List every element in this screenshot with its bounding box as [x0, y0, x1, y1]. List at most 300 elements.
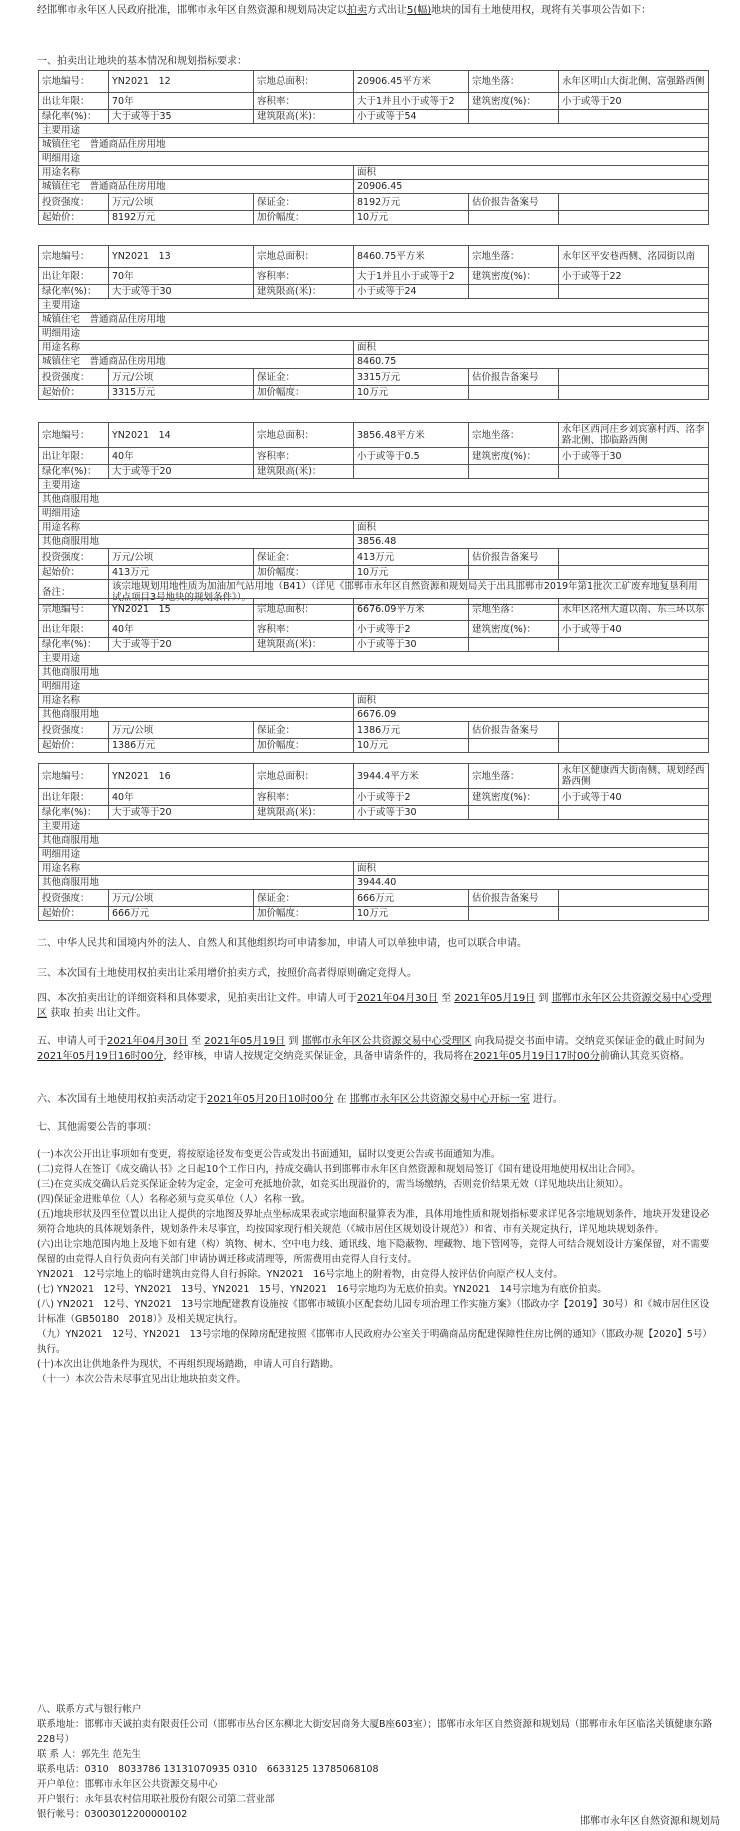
table-row — [39, 694, 709, 708]
table-cell: 万元/公顷 — [109, 890, 254, 907]
table-row — [39, 806, 709, 820]
table-cell: 宗地坐落： — [469, 246, 559, 268]
intro-text: 方式出让 — [367, 5, 407, 16]
table-cell: 明细用途 — [39, 848, 709, 862]
table-cell: 10万元 — [354, 211, 469, 225]
text: 六、本次国有土地使用权拍卖活动定于 — [37, 1094, 207, 1105]
table-cell: 主要用途 — [39, 299, 709, 313]
table-cell: 保证金： — [254, 722, 354, 739]
table-cell: 小于或等于54 — [354, 110, 469, 124]
table-cell — [559, 739, 709, 753]
plot-table — [38, 245, 709, 400]
table-cell: 3856.48 — [354, 535, 709, 549]
text: 到 — [288, 1036, 299, 1047]
table-cell: 永年区平安巷西侧、洺园街以南 — [559, 246, 709, 268]
table-cell: 城镇住宅 普通商品住房用地 — [39, 180, 354, 194]
table-row — [39, 848, 709, 862]
table-cell — [469, 638, 559, 652]
table-cell: 投资强度： — [39, 194, 109, 211]
table-cell: 主要用途 — [39, 652, 709, 666]
signature: 邯郸市永年区自然资源和规划局 — [580, 1816, 720, 1827]
table-cell: 大于或等于20 — [109, 638, 254, 652]
table-cell: 1386万元 — [354, 722, 469, 739]
table-row — [39, 479, 709, 493]
table-cell: 绿化率(%)： — [39, 110, 109, 124]
note-item: (五)地块形状及四至位置以出让人提供的宗地图及界址点坐标成果表或宗地面积量算表为准，具体用地性质和规划指标要求详见各宗地规划条件，地块开发建设必须符合地块的具体规划条件，规划条件未尽事宜，均按国家现行相关规范（《城市居住区规划设计规范》）和省、市有关规定执行，详见地块规划条件。 — [37, 1209, 710, 1235]
text: 至 — [191, 1036, 202, 1047]
table-cell: 明细用途 — [39, 327, 709, 341]
table-cell: 永年区西河庄乡刘宾寨村西、洺李路北侧、邯临路西侧 — [559, 423, 709, 448]
table-cell — [559, 369, 709, 386]
table-row — [39, 285, 709, 299]
table-row — [39, 549, 709, 566]
table-row — [39, 124, 709, 138]
table-cell: 投资强度： — [39, 549, 109, 566]
section-7-title: 七、其他需要公告的事项： — [37, 1122, 157, 1133]
table-cell: YN2021 12 — [109, 71, 254, 93]
table-cell — [559, 638, 709, 652]
table-cell: 建筑限高(米)： — [254, 465, 354, 479]
table-row — [39, 739, 709, 753]
table-cell: 8460.75 — [354, 355, 709, 369]
table-cell: 出让年限： — [39, 789, 109, 806]
table-cell: 10万元 — [354, 386, 469, 400]
table-row — [39, 369, 709, 386]
text: 前确认其竞买资格。 — [599, 1051, 690, 1062]
table-cell: 加价幅度： — [254, 566, 354, 580]
table-cell: 6676.09平方米 — [354, 599, 469, 621]
table-cell: 面积 — [354, 521, 709, 535]
table-cell — [559, 194, 709, 211]
table-cell: 70年 — [109, 268, 254, 285]
table-cell: 666万元 — [109, 907, 254, 921]
table-cell: 用途名称 — [39, 694, 354, 708]
table-cell: 宗地总面积： — [254, 246, 354, 268]
table-row — [39, 327, 709, 341]
remark-label: 备注： — [39, 580, 109, 605]
note-item: YN2021 12号宗地上的临时建筑由竞得人自行拆除。YN2021 16号宗地上的附着物，由竞得人按评估价向原产权人支付。 — [37, 1269, 563, 1280]
table-cell — [469, 739, 559, 753]
table-cell: 大于1并且小于或等于2 — [354, 268, 469, 285]
note-item: （十一）本次公告未尽事宜见出让地块拍卖文件。 — [37, 1374, 247, 1385]
table-row — [39, 820, 709, 834]
section-4 — [37, 991, 717, 1021]
table-row — [39, 152, 709, 166]
table-cell: 小于或等于30 — [559, 448, 709, 465]
table-cell: 永年区健康西大街南侧、规划经西路西侧 — [559, 764, 709, 789]
account-number: 银行帐号：03003012200000102 — [37, 1809, 188, 1820]
table-cell: 城镇住宅 普通商品住房用地 — [39, 138, 709, 152]
table-cell — [559, 110, 709, 124]
table-row — [39, 493, 709, 507]
table-cell: 70年 — [109, 93, 254, 110]
auction-method: 拍卖 — [347, 5, 367, 16]
table-cell: 6676.09 — [354, 708, 709, 722]
table-cell: 宗地总面积： — [254, 71, 354, 93]
text: ，经审核，申请人按规定交纳竞买保证金，具备申请条件的，我局将在 — [163, 1051, 474, 1062]
table-cell: 起始价： — [39, 386, 109, 400]
date: 2021年04月30日 — [357, 993, 438, 1004]
table-cell — [559, 386, 709, 400]
table-row — [39, 299, 709, 313]
table-cell: 3315万元 — [354, 369, 469, 386]
table-cell — [559, 806, 709, 820]
table-cell — [469, 110, 559, 124]
table-cell — [559, 465, 709, 479]
table-cell: 1386万元 — [109, 739, 254, 753]
table-cell: 小于或等于22 — [559, 268, 709, 285]
table-row — [39, 890, 709, 907]
table-cell: 绿化率(%)： — [39, 285, 109, 299]
table-row — [39, 876, 709, 890]
table-cell: 估价报告备案号 — [469, 722, 559, 739]
section-5 — [37, 1034, 717, 1064]
table-cell: 主要用途 — [39, 479, 709, 493]
section-2: 二、中华人民共和国境内外的法人、自然人和其他组织均可申请参加，申请人可以单独申请，也可以联合申请。 — [37, 938, 527, 949]
table-cell: 建筑密度(%)： — [469, 448, 559, 465]
table-cell: 明细用途 — [39, 507, 709, 521]
table-cell: 其他商服用地 — [39, 493, 709, 507]
table-cell: 面积 — [354, 862, 709, 876]
table-cell: 用途名称 — [39, 166, 354, 180]
note-item: (六)出让宗地范围内地上及地下如有建（构）筑物、树木、空中电力线、通讯线、地下隐蔽物、埋藏物、地下管网等，竞得人可结合规划设计方案保留，对不需要保留的由竞得人自行负责向有关部门申请协调迁移或清理等，所需费用由竞得人自行支付。 — [37, 1239, 710, 1265]
table-cell: 建筑限高(米)： — [254, 110, 354, 124]
table-cell: 其他商服用地 — [39, 535, 354, 549]
table-row — [39, 708, 709, 722]
table-cell — [469, 465, 559, 479]
table-cell: 保证金： — [254, 549, 354, 566]
table-row — [39, 194, 709, 211]
table-cell: 出让年限： — [39, 448, 109, 465]
table-cell — [559, 566, 709, 580]
note-item: (一)本次公开出让事项如有变更，将按原途径发布变更公告或发出书面通知，届时以变更公告或书面通知为准。 — [37, 1149, 501, 1160]
table-cell: 其他商服用地 — [39, 876, 354, 890]
contact-address: 联系地址：邯郸市天诚拍卖有限责任公司（邯郸市丛台区东柳北大街安居商务大厦B座603室）；邯郸市永年区自然资源和规划局（邯郸市永年区临洺关镇健康东路228号） — [37, 1719, 713, 1745]
table-cell: 保证金： — [254, 369, 354, 386]
table-cell: 用途名称 — [39, 521, 354, 535]
table-cell: 3944.40 — [354, 876, 709, 890]
plot-count: 5(幅) — [407, 5, 432, 16]
date: 2021年05月19日 — [204, 1036, 286, 1047]
table-cell: 主要用途 — [39, 820, 709, 834]
table-cell: 宗地坐落： — [469, 423, 559, 448]
table-cell: 城镇住宅 普通商品住房用地 — [39, 355, 354, 369]
table-cell: 3315万元 — [109, 386, 254, 400]
table-cell: 建筑限高(米)： — [254, 638, 354, 652]
table-cell: 起始价： — [39, 566, 109, 580]
table-cell — [469, 386, 559, 400]
account-bank: 开户银行：永年县农村信用联社股份有限公司第二营业部 — [37, 1794, 275, 1805]
table-cell: 建筑密度(%)： — [469, 268, 559, 285]
table-row — [39, 507, 709, 521]
table-cell: 宗地编号： — [39, 599, 109, 621]
contact-person: 联 系 人：郭先生 范先生 — [37, 1749, 142, 1760]
date: 2021年04月30日 — [107, 1036, 188, 1047]
account-unit: 开户单位：邯郸市永年区公共资源交易中心 — [37, 1779, 218, 1790]
text: 进行。 — [532, 1094, 563, 1105]
table-cell: 413万元 — [109, 566, 254, 580]
table-cell: 小于或等于30 — [354, 638, 469, 652]
table-cell: 容积率： — [254, 268, 354, 285]
table-cell: 容积率： — [254, 789, 354, 806]
table-cell: 宗地坐落： — [469, 71, 559, 93]
table-cell: 大于或等于20 — [109, 806, 254, 820]
section-8-title: 八、联系方式与银行帐户 — [37, 1704, 142, 1715]
table-cell: 宗地编号： — [39, 246, 109, 268]
note-item: (八) YN2021 12号、YN2021 13号宗地配建教育设施按《邯郸市城镇小区配套幼儿园专项治理工作实施方案》（邯政办字【2019】30号）和《城市居住区设计标准（GB50180 2018）》及相关规定执行。 — [37, 1299, 710, 1325]
table-cell: 3856.48平方米 — [354, 423, 469, 448]
table-cell: 加价幅度： — [254, 211, 354, 225]
table-row — [39, 465, 709, 479]
table-cell: 加价幅度： — [254, 907, 354, 921]
table-row — [39, 110, 709, 124]
table-cell: 8192万元 — [109, 211, 254, 225]
table-cell: 万元/公顷 — [109, 194, 254, 211]
notes-list — [37, 1147, 717, 1387]
table-cell: 其他商服用地 — [39, 666, 709, 680]
table-cell: 小于或等于0.5 — [354, 448, 469, 465]
plot-table — [38, 598, 709, 753]
table-row — [39, 834, 709, 848]
table-row — [39, 862, 709, 876]
date: 2021年05月20日10时00分 — [207, 1094, 334, 1105]
table-cell: 加价幅度： — [254, 739, 354, 753]
table-row — [39, 448, 709, 465]
table-cell — [469, 211, 559, 225]
table-cell — [559, 211, 709, 225]
table-cell: 估价报告备案号 — [469, 549, 559, 566]
table-row — [39, 599, 709, 621]
table-cell: 小于或等于40 — [559, 789, 709, 806]
table-row — [39, 386, 709, 400]
table-cell: 20906.45 — [354, 180, 709, 194]
remark-text: 该宗地规划用地性质为加油加气站用地（B41）（详见《邯郸市永年区自然资源和规划局关于出具邯郸市2019年第1批次工矿废弃地复垦利用试点项目3号地块的规划条件》）。 — [109, 580, 709, 605]
table-cell: 宗地总面积： — [254, 423, 354, 448]
table-cell: 宗地编号： — [39, 764, 109, 789]
text: 五、申请人可于 — [37, 1036, 107, 1047]
table-cell: 投资强度： — [39, 890, 109, 907]
table-cell: 绿化率(%)： — [39, 806, 109, 820]
table-cell: 用途名称 — [39, 862, 354, 876]
table-cell: 加价幅度： — [254, 386, 354, 400]
table-cell: 出让年限： — [39, 93, 109, 110]
table-cell: 宗地编号： — [39, 423, 109, 448]
table-cell: 建筑限高(米)： — [254, 285, 354, 299]
table-cell: 建筑限高(米)： — [254, 806, 354, 820]
place: 邯郸市永年区公共资源交易中心受理区 — [301, 1036, 472, 1047]
table-cell: 宗地总面积： — [254, 599, 354, 621]
table-cell — [469, 285, 559, 299]
table-row — [39, 680, 709, 694]
table-cell — [559, 722, 709, 739]
table-cell: 小于或等于2 — [354, 789, 469, 806]
intro-text: 经邯郸市永年区人民政府批准，邯郸市永年区自然资源和规划局决定以 — [37, 5, 347, 16]
text: 至 — [441, 993, 452, 1004]
table-cell: 40年 — [109, 621, 254, 638]
text: 到 — [538, 993, 549, 1004]
table-cell: 10万元 — [354, 907, 469, 921]
note-item: (三)在竞买成交确认后竞买保证金转为定金，定金可充抵地价款，如竞买出现溢价的，需当场缴纳，否则竞价结果无效（详见地块出让须知）。 — [37, 1179, 629, 1190]
table-row — [39, 764, 709, 789]
table-row — [39, 180, 709, 194]
table-row — [39, 521, 709, 535]
table-row — [39, 341, 709, 355]
table-row — [39, 211, 709, 225]
table-row — [39, 789, 709, 806]
table-cell: 小于或等于24 — [354, 285, 469, 299]
table-cell: 绿化率(%)： — [39, 465, 109, 479]
place: 邯郸市永年区公共资源交易中心开标一室 — [349, 1094, 530, 1105]
table-cell: 建筑密度(%)： — [469, 621, 559, 638]
text: 四、本次拍卖出让的详细资料和具体要求，见拍卖出让文件。申请人可于 — [37, 993, 357, 1004]
table-cell: 小于或等于20 — [559, 93, 709, 110]
table-cell: 3944.4平方米 — [354, 764, 469, 789]
note-item: (二)竞得人在签订《成交确认书》之日起10个工作日内，持成交确认书到邯郸市永年区自然资源和规划局签订《国有建设用地使用权出让合同》。 — [37, 1164, 641, 1175]
plot-table — [38, 422, 709, 605]
table-cell: 估价报告备案号 — [469, 194, 559, 211]
table-cell: 8192万元 — [354, 194, 469, 211]
table-row — [39, 268, 709, 285]
table-cell: 宗地坐落： — [469, 764, 559, 789]
table-cell: 宗地坐落： — [469, 599, 559, 621]
table-cell — [469, 566, 559, 580]
table-cell: 明细用途 — [39, 152, 709, 166]
table-cell: 估价报告备案号 — [469, 890, 559, 907]
table-row — [39, 621, 709, 638]
text: 向我局提交书面申请。交纳竞买保证金的截止时间为 — [474, 1036, 705, 1047]
section-6 — [37, 1092, 717, 1107]
date: 2021年05月19日17时00分 — [473, 1051, 600, 1062]
note-item: (四)保证金进账单位（人）名称必须与竞买单位（人）名称一致。 — [37, 1194, 311, 1205]
table-cell: 建筑密度(%)： — [469, 789, 559, 806]
table-cell: 永年区洺州大道以南、东三环以东 — [559, 599, 709, 621]
table-row — [39, 355, 709, 369]
table-cell: 永年区明山大街北侧、富强路西侧 — [559, 71, 709, 93]
table-cell — [559, 890, 709, 907]
table-cell: 保证金： — [254, 890, 354, 907]
table-cell — [559, 907, 709, 921]
table-cell: 大于或等于35 — [109, 110, 254, 124]
table-cell: 估价报告备案号 — [469, 369, 559, 386]
table-cell — [469, 907, 559, 921]
table-cell — [469, 806, 559, 820]
plot-table — [38, 70, 709, 225]
table-cell: 其他商服用地 — [39, 834, 709, 848]
table-row — [39, 652, 709, 666]
table-cell: 容积率： — [254, 93, 354, 110]
table-cell — [559, 285, 709, 299]
table-cell: 面积 — [354, 341, 709, 355]
table-cell: 10万元 — [354, 566, 469, 580]
table-cell — [354, 465, 469, 479]
table-cell: 出让年限： — [39, 268, 109, 285]
table-cell: 万元/公顷 — [109, 722, 254, 739]
table-cell: YN2021 14 — [109, 423, 254, 448]
table-cell: 413万元 — [354, 549, 469, 566]
table-cell: 容积率： — [254, 448, 354, 465]
table-row — [39, 93, 709, 110]
table-row — [39, 313, 709, 327]
table-cell: 宗地编号： — [39, 71, 109, 93]
note-item: (七) YN2021 12号、YN2021 13号、YN2021 15号、YN2021 16号宗地均为无底价拍卖。YN2021 14号宗地为有底价拍卖。 — [37, 1284, 607, 1295]
table-cell — [559, 549, 709, 566]
table-row — [39, 423, 709, 448]
table-cell: 起始价： — [39, 907, 109, 921]
table-cell: 面积 — [354, 166, 709, 180]
table-cell: 大于1并且小于或等于2 — [354, 93, 469, 110]
date: 2021年05月19日 — [454, 993, 536, 1004]
text: 获取 拍卖 出让文件。 — [50, 1008, 147, 1019]
table-cell: 20906.45平方米 — [354, 71, 469, 93]
table-cell: 大于或等于20 — [109, 465, 254, 479]
plot-table — [38, 763, 709, 921]
table-cell: 小于或等于30 — [354, 806, 469, 820]
table-cell: 出让年限： — [39, 621, 109, 638]
table-cell: 建筑密度(%)： — [469, 93, 559, 110]
table-cell: 小于或等于40 — [559, 621, 709, 638]
intro-text: 地块的国有土地使用权，现将有关事项公告如下： — [431, 5, 652, 16]
table-cell: 保证金： — [254, 194, 354, 211]
table-cell: 投资强度： — [39, 722, 109, 739]
section-3: 三、本次国有土地使用权拍卖出让采用增价拍卖方式，按照价高者得原则确定竞得人。 — [37, 968, 417, 979]
table-row — [39, 71, 709, 93]
table-row — [39, 907, 709, 921]
table-row — [39, 246, 709, 268]
table-cell: YN2021 16 — [109, 764, 254, 789]
table-cell: 绿化率(%)： — [39, 638, 109, 652]
table-cell: 宗地总面积： — [254, 764, 354, 789]
table-cell: 起始价： — [39, 211, 109, 225]
table-cell: 666万元 — [354, 890, 469, 907]
contact-phone: 联系电话：0310 8033786 13131070935 0310 6633125 13785068108 — [37, 1764, 379, 1775]
table-cell: 大于或等于30 — [109, 285, 254, 299]
table-row — [39, 566, 709, 580]
table-cell: YN2021 15 — [109, 599, 254, 621]
table-row — [39, 138, 709, 152]
table-row — [39, 722, 709, 739]
place: 邯郸市永年区公共资源交易中心受理区 — [37, 993, 712, 1019]
table-cell: 10万元 — [354, 739, 469, 753]
table-row — [39, 666, 709, 680]
table-cell: 投资强度： — [39, 369, 109, 386]
table-cell: 8460.75平方米 — [354, 246, 469, 268]
table-cell: 明细用途 — [39, 680, 709, 694]
note-item: (十)本次出让供地条件为现状，不再组织现场踏勘，申请人可自行踏勘。 — [37, 1359, 339, 1370]
table-cell: 40年 — [109, 789, 254, 806]
intro-paragraph — [37, 4, 717, 18]
table-cell: 容积率： — [254, 621, 354, 638]
table-cell: 万元/公顷 — [109, 369, 254, 386]
text: 在 — [336, 1094, 347, 1105]
table-row — [39, 638, 709, 652]
table-cell: 40年 — [109, 448, 254, 465]
table-cell: 万元/公顷 — [109, 549, 254, 566]
table-row — [39, 535, 709, 549]
table-cell: YN2021 13 — [109, 246, 254, 268]
table-cell: 城镇住宅 普通商品住房用地 — [39, 313, 709, 327]
date: 2021年05月19日16时00分 — [37, 1051, 164, 1062]
contact-section — [37, 1702, 727, 1822]
table-row — [39, 166, 709, 180]
section-1-title: 一、拍卖出让地块的基本情况和规划指标要求： — [37, 56, 247, 67]
table-cell: 起始价： — [39, 739, 109, 753]
table-cell: 小于或等于2 — [354, 621, 469, 638]
table-cell: 用途名称 — [39, 341, 354, 355]
table-cell: 面积 — [354, 694, 709, 708]
note-item: （九）YN2021 12号、YN2021 13号宗地的保障房配建按照《邯郸市人民政府办公室关于明确商品房配建保障性住房比例的通知》（邯政办规【2020】5号）执行。 — [37, 1329, 712, 1355]
table-cell: 其他商服用地 — [39, 708, 354, 722]
table-cell: 主要用途 — [39, 124, 709, 138]
